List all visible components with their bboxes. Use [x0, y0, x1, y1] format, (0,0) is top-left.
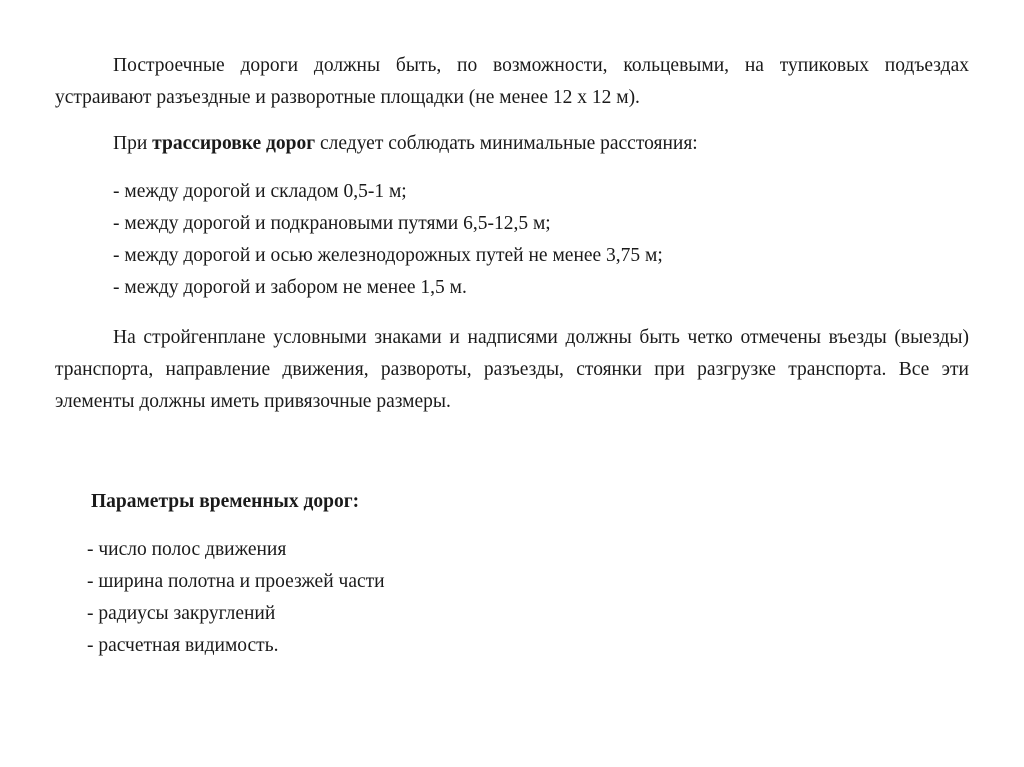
parameter-item: - радиусы закруглений — [87, 603, 276, 624]
distance-item: - между дорогой и осью железнодорожных путей не менее 3,75 м; — [113, 245, 663, 266]
parameter-item: - число полос движения — [87, 539, 287, 560]
intro-paragraph: Построечные дороги должны быть, по возможности, кольцевыми, на тупиковых подъездах устраивают разъездные и разворотные площадки (не менее 12 х 12 м). — [55, 55, 969, 108]
distance-item: - между дорогой и складом 0,5-1 м; — [113, 181, 407, 202]
parameters-list — [87, 534, 787, 662]
distance-item: - между дорогой и подкрановыми путями 6,5-12,5 м; — [113, 213, 551, 234]
distances-list — [113, 176, 973, 304]
parameter-item: - ширина полотна и проезжей части — [87, 571, 385, 592]
parameters-heading: Параметры временных дорог: — [91, 491, 360, 512]
tracing-prefix: При — [113, 133, 153, 154]
tracing-paragraph — [113, 128, 973, 160]
plan-paragraph: На стройгенплане условными знаками и надписями должны быть четко отмечены въезды (выезды) транспорта, направление движения, развороты, разъезды, стоянки при разгрузке транспорта. Все эти элементы должны иметь привязочные размеры. — [55, 327, 969, 412]
parameter-item: - расчетная видимость. — [87, 635, 279, 656]
distance-item: - между дорогой и забором не менее 1,5 м. — [113, 277, 467, 298]
tracing-bold-term: трассировке дорог — [152, 133, 316, 154]
tracing-suffix: следует соблюдать минимальные расстояния: — [315, 133, 698, 154]
